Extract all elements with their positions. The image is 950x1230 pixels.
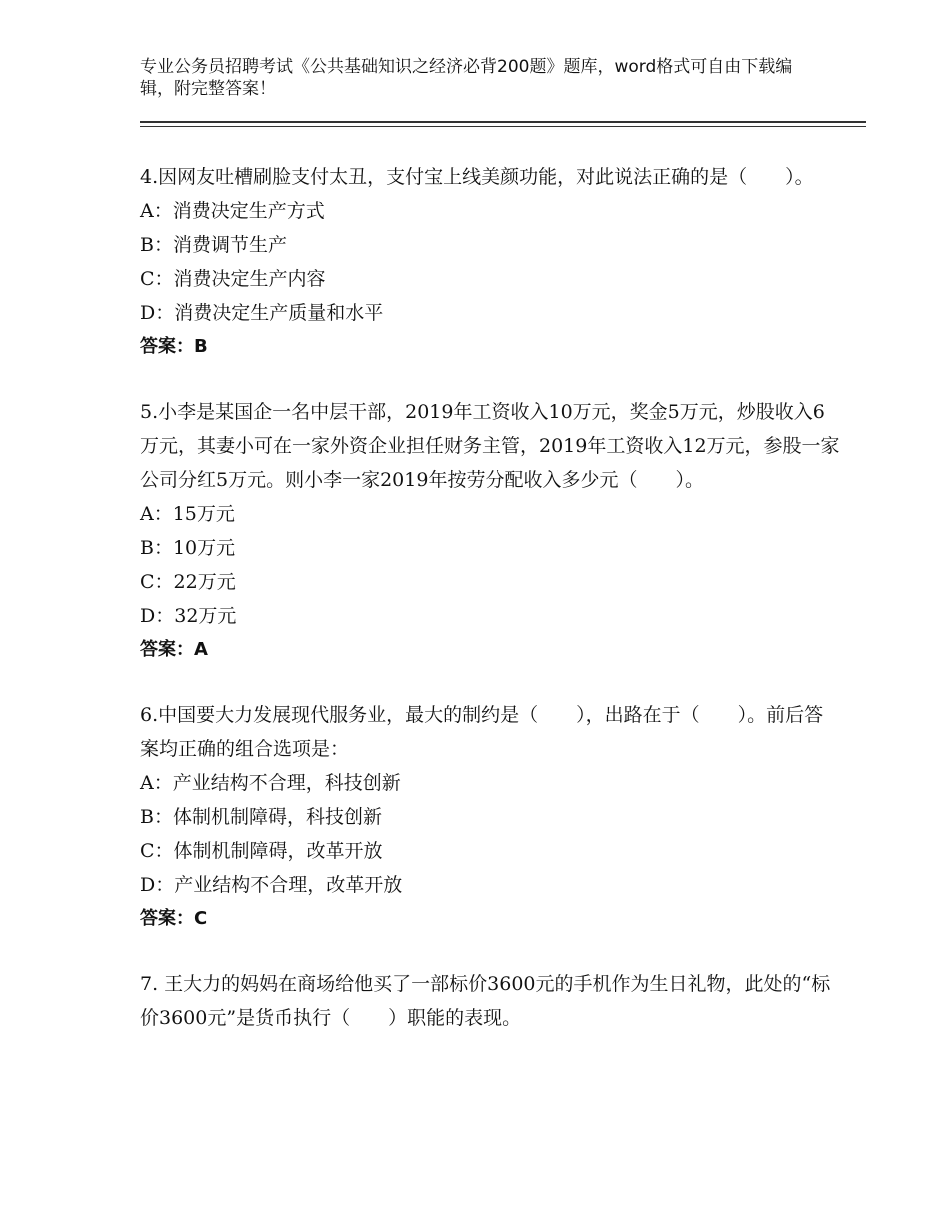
question-text: 6.中国要大力发展现代服务业，最大的制约是（ ），出路在于（ ）。前后答案均正确的组合选项是： [140,704,824,760]
option-a: A：消费决定生产方式 [140,200,325,222]
question-list [140,160,840,1066]
answer-label: 答案：B [140,336,208,357]
option-b: B：消费调节生产 [140,234,287,256]
option-c: C：体制机制障碍，改革开放 [140,840,383,862]
question-7 [140,967,840,1035]
question-6 [140,698,840,936]
option-a: A：15万元 [140,503,235,525]
document-header: 专业公务员招聘考试《公共基础知识之经济必背200题》题库，word格式可自由下载编辑，附完整答案！ [140,57,793,99]
answer-label: 答案：C [140,908,208,929]
option-d: D：32万元 [140,605,237,627]
question-text: 4.因网友吐槽刷脸支付太丑，支付宝上线美颜功能，对此说法正确的是（ ）。 [140,166,814,188]
answer-label: 答案：A [140,639,208,660]
option-b: B：10万元 [140,537,236,559]
question-text: 5.小李是某国企一名中层干部，2019年工资收入10万元，奖金5万元，炒股收入6万元，其妻小可在一家外资企业担任财务主管，2019年工资收入12万元，参股一家公司分红5万元。则小李一家2019年按劳分配收入多少元（ ）。 [140,401,840,491]
question-5 [140,395,840,667]
option-c: C：22万元 [140,571,236,593]
header-divider [140,121,866,127]
question-4 [140,160,840,364]
option-c: C：消费决定生产内容 [140,268,326,290]
question-text: 7. 王大力的妈妈在商场给他买了一部标价3600元的手机作为生日礼物，此处的“标价3600元”是货币执行（ ）职能的表现。 [140,973,831,1029]
option-b: B：体制机制障碍，科技创新 [140,806,382,828]
option-d: D：消费决定生产质量和水平 [140,302,384,324]
option-a: A：产业结构不合理，科技创新 [140,772,401,794]
option-d: D：产业结构不合理，改革开放 [140,874,403,896]
